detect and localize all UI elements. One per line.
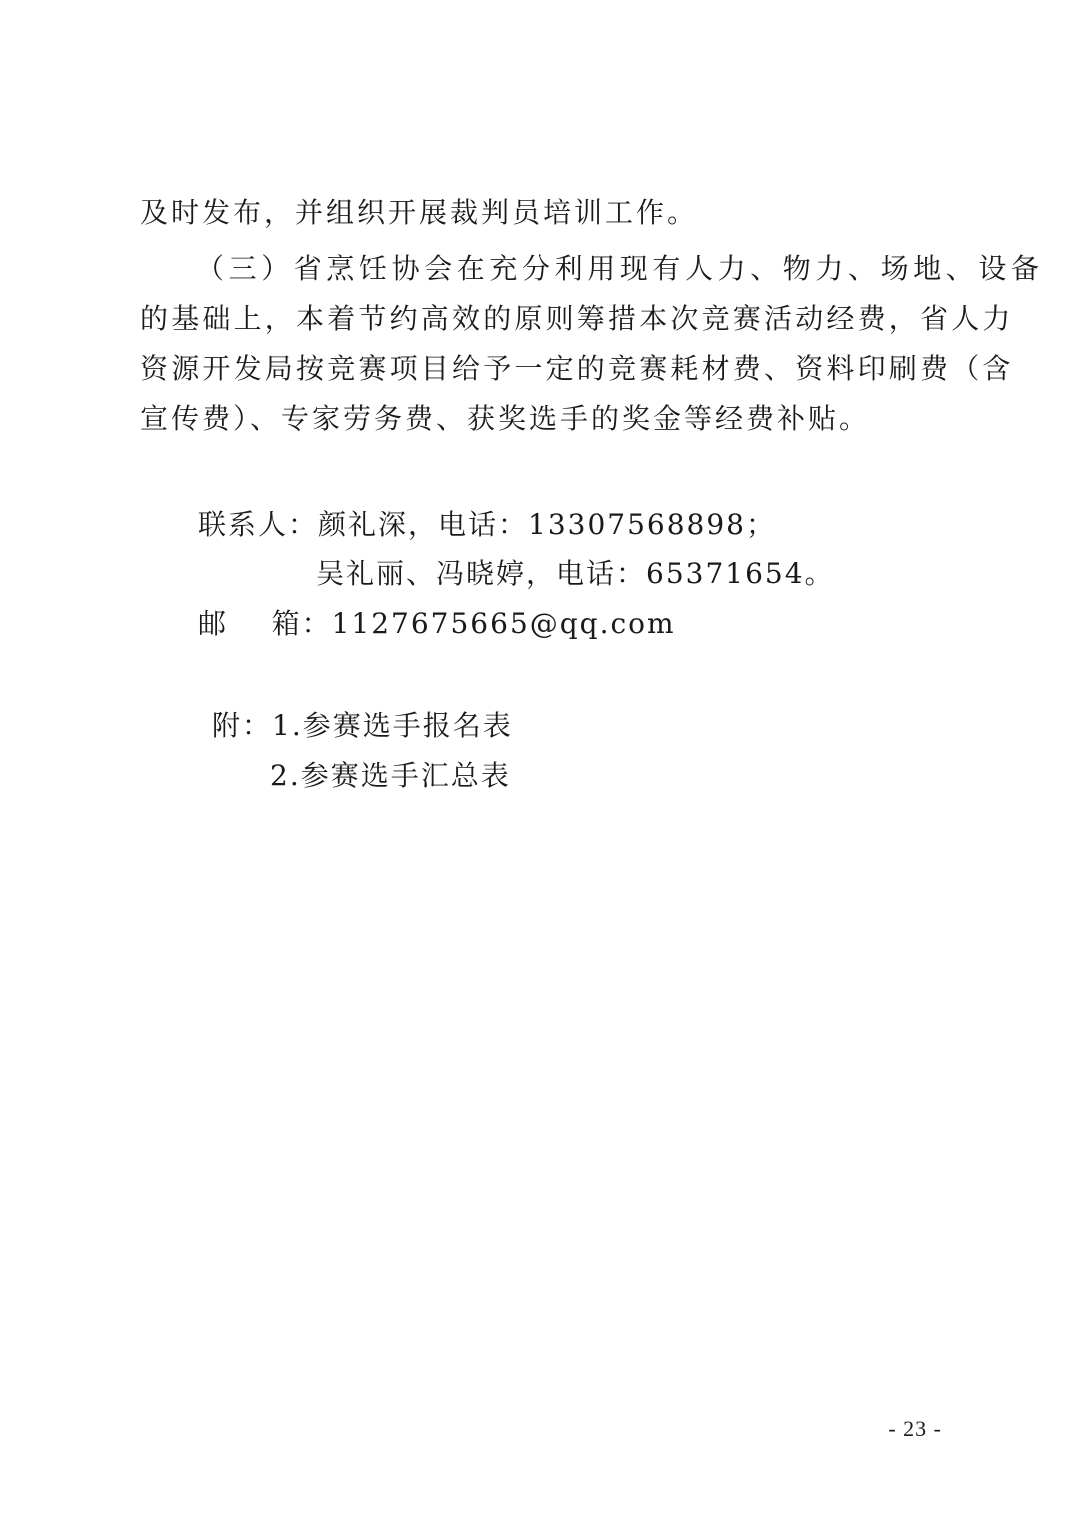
attachment-label: 附： xyxy=(212,709,273,742)
body-line-1: 及时发布，并组织开展裁判员培训工作。 xyxy=(140,196,699,229)
attachment-line-1 xyxy=(212,709,513,743)
email-label: 邮 箱： xyxy=(198,607,332,640)
para3-line-4: 宣传费）、专家劳务费、获奖选手的奖金等经费补贴。 xyxy=(140,402,871,435)
attachment-item-2: 2.参赛选手汇总表 xyxy=(270,759,511,792)
contact-line-2: 吴礼丽、冯晓婷，电话：65371654。 xyxy=(316,557,835,590)
para3-line-2: 的基础上，本着节约高效的原则筹措本次竞赛活动经费，省人力 xyxy=(140,302,1014,335)
page-number: - 23 - xyxy=(888,1416,942,1441)
para3-line-1: （三）省烹饪协会在充分利用现有人力、物力、场地、设备 xyxy=(196,252,1044,285)
contact-line-1: 联系人：颜礼深，电话：13307568898； xyxy=(198,508,776,541)
para3-line-3: 资源开发局按竞赛项目给予一定的竞赛耗材费、资料印刷费（含 xyxy=(140,352,1014,385)
email-value: 1127675665@qq.com xyxy=(331,607,676,640)
attachment-item-1: 1.参赛选手报名表 xyxy=(272,709,513,742)
email-line xyxy=(198,607,676,641)
